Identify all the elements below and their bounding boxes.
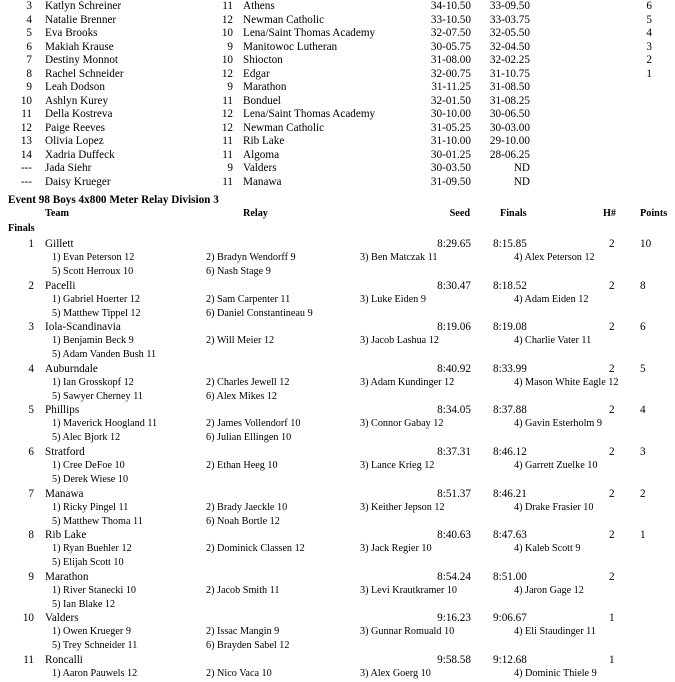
seed-mark: 31-08.00 (430, 54, 471, 66)
points: 6 (646, 0, 652, 12)
athlete-name: Paige Reeves (45, 121, 105, 134)
seed-mark: 31-10.00 (430, 135, 471, 147)
event-title-line (0, 193, 675, 207)
relay-team-row (0, 320, 675, 334)
year: 10 (221, 54, 233, 66)
runner-4: 4) Garrett Zuelke 10 (514, 460, 598, 471)
finals-time: 8:19.08 (493, 321, 527, 334)
finals-time: 9:12.68 (493, 654, 527, 666)
runner-1: 1) Cree DeFoe 10 (52, 460, 125, 471)
result-row (0, 53, 675, 67)
section-label: Finals (8, 223, 35, 234)
runner-5: 5) Matthew Tippel 12 (52, 307, 141, 319)
heat-number: 2 (609, 487, 615, 500)
seed-mark: 31-09.50 (430, 175, 471, 188)
place: 12 (20, 121, 32, 134)
seed-time: 8:54.24 (437, 570, 471, 583)
relay-runners-row (0, 459, 675, 473)
runner-4: 4) Alex Peterson 12 (514, 252, 595, 263)
column-header-line (0, 207, 675, 221)
relay-team-row (0, 237, 675, 251)
relay-runners-row (0, 625, 675, 639)
year: 12 (221, 67, 233, 80)
runner-6: 6) Daniel Constantineau 9 (206, 307, 313, 319)
place: 4 (26, 13, 32, 26)
place: 9 (26, 81, 32, 93)
finals-mark: 31-08.50 (489, 81, 530, 93)
relay-team-row (0, 653, 675, 667)
relay-alternates-row (0, 556, 675, 570)
relay-team-row (0, 487, 675, 501)
finals-mark: 30-06.50 (489, 108, 530, 120)
team-name: Roncalli (45, 654, 83, 666)
finals-time: 8:15.85 (493, 238, 527, 250)
year: 9 (227, 81, 233, 93)
athlete-name: Rachel Schneider (45, 67, 124, 80)
athlete-name: Jada Siehr (45, 162, 92, 174)
finals-mark: ND (513, 162, 530, 174)
points: 1 (646, 67, 652, 80)
team-place: 7 (28, 487, 34, 500)
year: 9 (227, 40, 233, 53)
team-place: 5 (28, 404, 34, 417)
team-name: Pacelli (45, 279, 76, 292)
year: 9 (227, 162, 233, 174)
year: 10 (221, 27, 233, 39)
runner-3: 3) Levi Krautkramer 10 (360, 584, 458, 596)
relay-alternates-row (0, 639, 675, 653)
team-points: 4 (640, 404, 646, 417)
school: Lena/Saint Thomas Academy (243, 108, 376, 120)
place: 6 (26, 40, 32, 53)
school: Manitowoc Lutheran (243, 40, 338, 53)
runner-1: 1) Maverick Hoogland 11 (52, 418, 158, 430)
team-name: Rib Lake (45, 529, 87, 542)
runner-2: 2) Dominick Classen 12 (206, 543, 305, 555)
runner-6: 6) Brayden Sabel 12 (206, 640, 290, 652)
heat-number: 2 (609, 570, 615, 583)
result-row (0, 40, 675, 54)
team-points: 6 (640, 321, 646, 334)
runner-1: 1) Benjamin Beck 9 (52, 335, 134, 347)
seed-time: 8:37.31 (437, 446, 471, 458)
relay-alternates-row (0, 598, 675, 612)
relay-runners-row (0, 542, 675, 556)
team-points: 3 (640, 446, 646, 458)
athlete-name: Ashlyn Kurey (45, 94, 109, 107)
runner-1: 1) Evan Peterson 12 (52, 252, 135, 263)
place: 13 (20, 135, 32, 147)
runner-2: 2) Bradyn Wendorff 9 (206, 252, 296, 263)
year: 12 (221, 108, 233, 120)
team-name: Iola-Scandinavia (45, 321, 121, 334)
seed-header: Seed (449, 208, 470, 219)
school: Bonduel (243, 94, 281, 107)
runner-3: 3) Ben Matczak 11 (360, 252, 438, 263)
relay-alternates-row (0, 431, 675, 445)
school: Manawa (243, 175, 282, 188)
finals-mark: 29-10.00 (489, 135, 530, 147)
runner-5: 5) Ian Blake 12 (52, 598, 116, 610)
runner-5: 5) Alec Bjork 12 (52, 432, 121, 444)
seed-time: 8:19.06 (437, 321, 471, 334)
relay-team-row (0, 362, 675, 376)
school: Algoma (243, 148, 280, 161)
school: Rib Lake (243, 135, 285, 147)
place: --- (20, 162, 32, 174)
finals-mark: 28-06.25 (489, 148, 530, 161)
finals-time: 8:37.88 (493, 404, 527, 417)
runner-5: 5) Sawyer Cherney 11 (52, 390, 144, 402)
school: Athens (243, 0, 275, 12)
athlete-name: Makiah Krause (45, 40, 114, 53)
runner-3: 3) Alex Goerg 10 (360, 668, 431, 679)
relay-alternates-row (0, 390, 675, 404)
heat-number: 2 (609, 279, 615, 292)
result-row (0, 161, 675, 175)
place: --- (20, 175, 32, 188)
seed-mark: 30-01.25 (430, 148, 471, 161)
runner-4: 4) Charlie Vater 11 (514, 335, 592, 347)
runner-1: 1) Gabriel Hoerter 12 (52, 293, 140, 305)
finals-mark: 30-03.00 (489, 121, 530, 134)
relay-team-row (0, 403, 675, 417)
result-row (0, 26, 675, 40)
seed-time: 8:51.37 (437, 487, 471, 500)
relay-team-row (0, 445, 675, 459)
runner-1: 1) Aaron Pauwels 12 (52, 668, 138, 679)
result-row (0, 148, 675, 162)
result-row (0, 107, 675, 121)
runner-2: 2) Will Meier 12 (206, 335, 275, 347)
relay-runners-row (0, 417, 675, 431)
team-place: 9 (28, 570, 34, 583)
runner-6: 6) Alex Mikes 12 (206, 390, 278, 402)
points: 3 (646, 40, 652, 53)
runner-4: 4) Eli Staudinger 11 (514, 626, 596, 638)
year: 12 (221, 13, 233, 26)
runner-6: 6) Nash Stage 9 (206, 266, 271, 277)
finals-mark: 33-03.75 (489, 13, 530, 26)
team-points: 5 (640, 362, 646, 375)
runner-4: 4) Kaleb Scott 9 (514, 543, 581, 555)
school: Lena/Saint Thomas Academy (243, 27, 376, 39)
place: 5 (26, 27, 32, 39)
athlete-name: Eva Brooks (45, 27, 98, 39)
seed-mark: 31-11.25 (431, 81, 471, 93)
relay-team-row (0, 528, 675, 542)
team-name: Gillett (45, 238, 74, 250)
runner-4: 4) Dominic Thiele 9 (514, 668, 597, 679)
relay-team-row (0, 611, 675, 625)
runner-5: 5) Matthew Thoma 11 (52, 515, 143, 527)
team-place: 3 (28, 321, 34, 334)
team-name: Stratford (45, 446, 85, 458)
heat-number: 2 (609, 529, 615, 542)
heat-number: 2 (609, 321, 615, 334)
seed-time: 8:40.92 (437, 362, 471, 375)
team-header: Team (45, 208, 69, 219)
school: Shiocton (243, 54, 283, 66)
finals-time: 8:46.12 (493, 446, 527, 458)
points: 5 (646, 13, 652, 26)
result-row (0, 121, 675, 135)
section-line (0, 222, 675, 236)
relay-runners-row (0, 584, 675, 598)
relay-runners-row (0, 334, 675, 348)
athlete-name: Natalie Brenner (45, 13, 117, 26)
team-place: 11 (23, 654, 34, 666)
year: 11 (222, 148, 233, 161)
runner-2: 2) Sam Carpenter 11 (206, 293, 291, 305)
relay-runners-row (0, 251, 675, 265)
relay-alternates-row (0, 348, 675, 362)
school: Newman Catholic (243, 121, 325, 134)
heat-number: 1 (609, 612, 615, 625)
runner-1: 1) Ian Grosskopf 12 (52, 376, 134, 388)
heat-number: 1 (609, 654, 615, 666)
relay-alternates-row (0, 515, 675, 529)
event-title: Event 98 Boys 4x800 Meter Relay Division 3 (8, 194, 219, 206)
school: Valders (243, 162, 277, 174)
finals-mark: 31-10.75 (489, 67, 530, 80)
heat-number: 2 (609, 404, 615, 417)
athlete-name: Della Kostreva (45, 108, 113, 120)
finals-mark: 32-04.50 (489, 40, 530, 53)
runner-5: 5) Elijah Scott 10 (52, 557, 124, 569)
runner-5: 5) Adam Vanden Bush 11 (52, 349, 157, 361)
relay-alternates-row (0, 307, 675, 321)
finals-mark: 32-05.50 (489, 27, 530, 39)
year: 11 (222, 94, 233, 107)
result-row (0, 80, 675, 94)
runner-4: 4) Mason White Eagle 12 (514, 376, 619, 388)
runner-3: 3) Luke Eiden 9 (360, 293, 426, 305)
heat-number: 2 (609, 362, 615, 375)
team-place: 1 (28, 238, 34, 250)
seed-time: 9:16.23 (437, 612, 471, 625)
finals-time: 8:46.21 (493, 487, 527, 500)
runner-6: 6) Julian Ellingen 10 (206, 432, 292, 444)
runner-2: 2) Charles Jewell 12 (206, 376, 290, 388)
place: 8 (26, 67, 32, 80)
team-name: Phillips (45, 404, 80, 417)
finals-mark: 32-02.25 (489, 54, 530, 66)
relay-team-row (0, 570, 675, 584)
finals-mark: 33-09.50 (489, 0, 530, 12)
place: 3 (26, 0, 32, 12)
runner-3: 3) Lance Krieg 12 (360, 460, 435, 471)
runner-5: 5) Derek Wiese 10 (52, 474, 129, 485)
seed-mark: 32-00.75 (430, 67, 471, 80)
finals-time: 8:47.63 (493, 529, 527, 542)
runner-1: 1) River Stanecki 10 (52, 584, 137, 596)
year: 11 (222, 175, 233, 188)
team-place: 8 (28, 529, 34, 542)
team-points: 1 (640, 529, 646, 542)
result-row (0, 175, 675, 189)
runner-2: 2) Ethan Heeg 10 (206, 460, 278, 471)
year: 11 (222, 0, 233, 12)
athlete-name: Leah Dodson (45, 81, 105, 93)
school: Newman Catholic (243, 13, 325, 26)
heat-number: 2 (609, 238, 615, 250)
runner-2: 2) Nico Vaca 10 (206, 668, 272, 679)
finals-time: 8:18.52 (493, 279, 527, 292)
runner-2: 2) James Vollendorf 10 (206, 418, 301, 430)
team-name: Marathon (45, 570, 89, 583)
school: Edgar (243, 67, 270, 80)
points: 2 (646, 54, 652, 66)
seed-mark: 30-10.00 (430, 108, 471, 120)
year: 12 (221, 121, 233, 134)
place: 10 (20, 94, 32, 107)
runner-6: 6) Noah Bortle 12 (206, 515, 280, 527)
athlete-name: Destiny Monnot (45, 54, 119, 66)
finals-time: 8:33.99 (493, 362, 527, 375)
team-points: 10 (640, 238, 652, 250)
runner-4: 4) Gavin Esterholm 9 (514, 418, 602, 430)
relay-alternates-row (0, 265, 675, 279)
runner-3: 3) Gunnar Romuald 10 (360, 626, 455, 638)
runner-4: 4) Drake Frasier 10 (514, 501, 594, 513)
runner-3: 3) Keither Jepson 12 (360, 501, 445, 513)
relay-header: Relay (243, 208, 268, 219)
seed-time: 8:29.65 (437, 238, 471, 250)
runner-1: 1) Owen Krueger 9 (52, 626, 131, 638)
team-place: 2 (28, 279, 34, 292)
relay-team-row (0, 279, 675, 293)
team-place: 10 (22, 612, 34, 625)
seed-mark: 33-10.50 (430, 13, 471, 26)
finals-mark: 31-08.25 (489, 94, 530, 107)
seed-time: 9:58.58 (437, 654, 471, 666)
runner-1: 1) Ricky Pingel 11 (52, 501, 129, 513)
finals-header: Finals (500, 208, 527, 219)
runner-2: 2) Jacob Smith 11 (206, 584, 280, 596)
runner-3: 3) Jacob Lashua 12 (360, 335, 439, 347)
runner-4: 4) Adam Eiden 12 (514, 293, 589, 305)
seed-mark: 30-03.50 (430, 162, 471, 174)
result-row (0, 67, 675, 81)
heat-header: H# (603, 208, 617, 219)
runner-4: 4) Jaron Gage 12 (514, 584, 584, 596)
team-points: 2 (640, 487, 646, 500)
result-row (0, 134, 675, 148)
year: 11 (222, 135, 233, 147)
seed-time: 8:34.05 (437, 404, 471, 417)
points: 4 (646, 27, 652, 39)
place: 7 (26, 54, 32, 66)
finals-time: 8:51.00 (493, 570, 527, 583)
points-header: Points (640, 208, 668, 219)
athlete-name: Olivia Lopez (45, 135, 104, 147)
relay-runners-row (0, 293, 675, 307)
seed-mark: 32-01.50 (430, 94, 471, 107)
heat-number: 2 (609, 446, 615, 458)
athlete-name: Daisy Krueger (45, 175, 111, 188)
place: 14 (20, 148, 32, 161)
runner-1: 1) Ryan Buehler 12 (52, 543, 132, 555)
runner-5: 5) Trey Schneider 11 (52, 640, 138, 652)
seed-mark: 30-05.75 (430, 40, 471, 53)
runner-2: 2) Issac Mangin 9 (206, 626, 280, 638)
result-row (0, 0, 675, 13)
seed-mark: 31-05.25 (430, 121, 471, 134)
runner-3: 3) Adam Kundinger 12 (360, 376, 455, 388)
relay-runners-row (0, 501, 675, 515)
athlete-name: Katlyn Schreiner (45, 0, 122, 12)
team-name: Valders (45, 612, 79, 625)
finals-mark: ND (513, 175, 530, 188)
relay-runners-row (0, 667, 675, 681)
runner-5: 5) Scott Herroux 10 (52, 266, 134, 277)
relay-alternates-row (0, 473, 675, 487)
school: Marathon (243, 81, 287, 93)
relay-runners-row (0, 376, 675, 390)
seed-mark: 34-10.50 (430, 0, 471, 12)
team-points: 8 (640, 279, 646, 292)
place: 11 (21, 108, 32, 120)
seed-time: 8:40.63 (437, 529, 471, 542)
seed-mark: 32-07.50 (430, 27, 471, 39)
result-row (0, 94, 675, 108)
team-name: Manawa (45, 487, 84, 500)
runner-3: 3) Connor Gabay 12 (360, 418, 444, 430)
runner-3: 3) Jack Regier 10 (360, 543, 432, 555)
team-place: 4 (28, 362, 34, 375)
result-row (0, 13, 675, 27)
finals-time: 9:06.67 (493, 612, 527, 625)
seed-time: 8:30.47 (437, 279, 471, 292)
athlete-name: Xadria Duffeck (45, 148, 115, 161)
team-place: 6 (28, 446, 34, 458)
team-name: Auburndale (45, 362, 98, 375)
runner-2: 2) Brady Jaeckle 10 (206, 501, 288, 513)
